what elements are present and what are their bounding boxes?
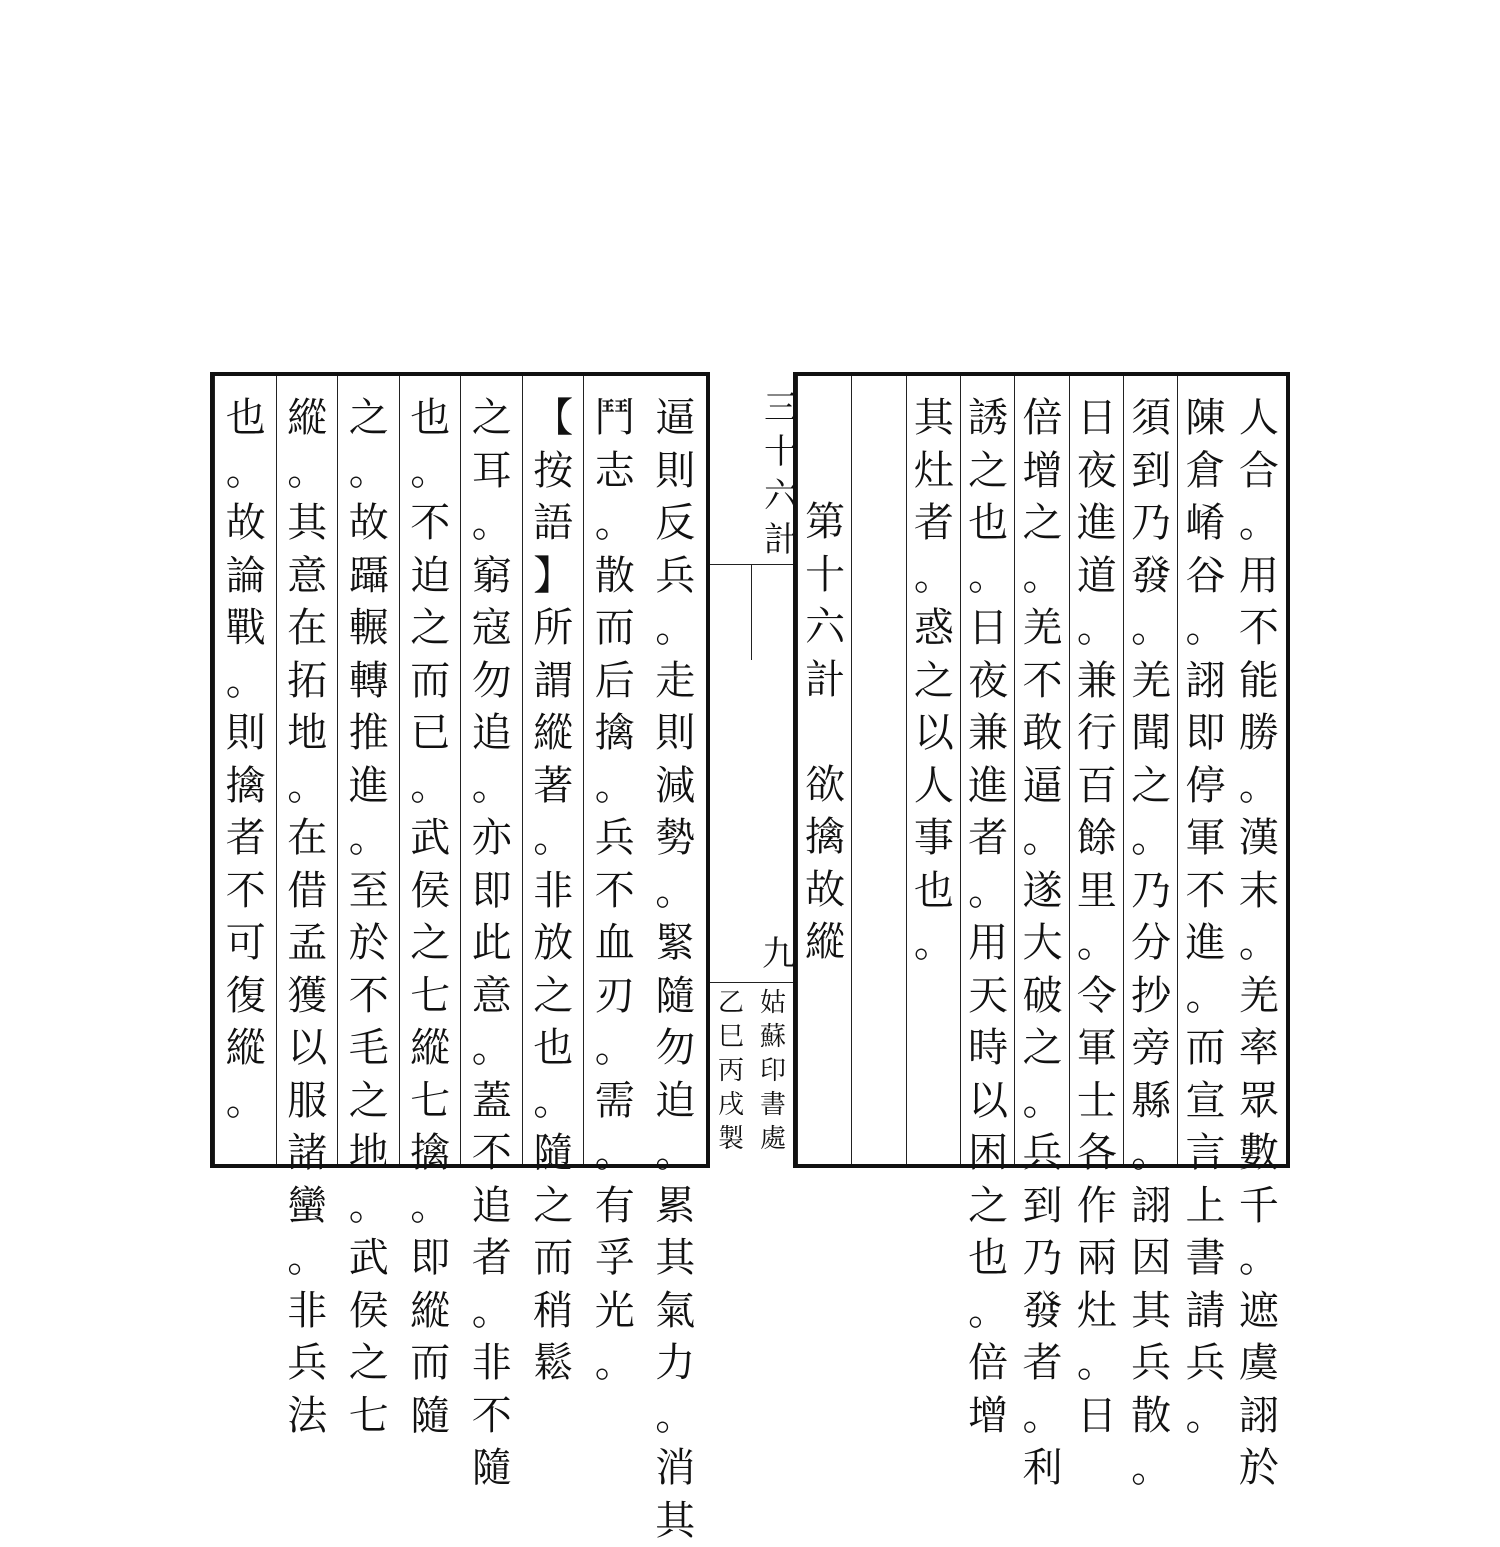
- right-page-column: [797, 376, 851, 1164]
- right-page-column: [851, 376, 905, 1164]
- left-page: [210, 372, 710, 1544]
- right-page-column-text: 須 到 乃 發 。 羌 聞 之 。 乃 分 抄 旁 縣 。 詡 因 其 兵 散 。: [1131, 395, 1172, 1491]
- right-page: [793, 372, 1290, 1491]
- left-page-column: [583, 376, 645, 1386]
- right-page-column: [1123, 376, 1177, 1491]
- left-page-column: [522, 376, 584, 1386]
- left-page-column-text: 也 。 故 論 戰 。 則 擒 者 不 可 復 縱 。: [225, 395, 266, 1124]
- left-page-column-text: 縱 。 其 意 在 拓 地 。 在 借 孟 獲 以 服 諸 蠻 。 非 兵 法: [287, 395, 328, 1439]
- right-page-column: [1177, 376, 1231, 1439]
- spine-divider: [751, 564, 752, 660]
- left-page-column: [214, 376, 276, 1164]
- spine-publisher: 姑 蘇 印 書 處: [759, 988, 786, 1154]
- left-page-column: [645, 376, 707, 1544]
- left-page-column-text: 鬥 志 。 散 而 后 擒 。 兵 不 血 刃 。 需 。 有 孚 光 。: [594, 395, 635, 1386]
- left-page-column: [276, 376, 338, 1439]
- right-page-column: [960, 376, 1014, 1439]
- left-page-column-text: 也 。 不 迫 之 而 已 。 武 侯 之 七 縱 七 擒 。 即 縱 而 隨: [410, 395, 451, 1439]
- left-page-column: [460, 376, 522, 1491]
- left-page-column: [399, 376, 461, 1439]
- right-page-column: [1069, 376, 1123, 1439]
- right-page-column-text: 人 合 。 用 不 能 勝 。 漢 末 。 羌 率 眾 數 千 。 遮 虞 詡 於: [1238, 395, 1279, 1491]
- left-page-column-text: 之 。 故 躡 輾 轉 推 進 。 至 於 不 毛 之 地 。 武 侯 之 七: [348, 395, 389, 1439]
- book-spine: [710, 372, 798, 1168]
- right-page-column: [1232, 376, 1286, 1491]
- left-page-column-text: 【 按 語 】 所 謂 縱 著 。 非 放 之 也 。 隨 之 而 稍 鬆: [533, 395, 574, 1386]
- spine-rule-bottom: [710, 982, 793, 983]
- left-page-column-text: 之 耳 。 窮 寇 勿 追 。 亦 即 此 意 。 蓋 不 追 者 。 非 不 隨: [471, 395, 512, 1491]
- right-page-column-text: 倍 增 之 。 羌 不 敢 逼 。 遂 大 破 之 。 兵 到 乃 發 者 。 利: [1022, 395, 1063, 1491]
- left-page-column-text: 逼 則 反 兵 。 走 則 減 勢 。 緊 隨 勿 迫 。 累 其 氣 力 。 消 其: [655, 395, 696, 1544]
- right-page-column-text: 日 夜 進 道 。 兼 行 百 餘 里 。 令 軍 士 各 作 兩 灶 。 日: [1076, 395, 1117, 1439]
- right-page-column-text: 誘 之 也 。 日 夜 兼 進 者 。 用 天 時 以 困 之 也 。 倍 增: [968, 395, 1009, 1439]
- right-page-column: [1014, 376, 1068, 1491]
- right-page-column: [906, 376, 960, 1164]
- spine-page-number: 九: [762, 934, 796, 974]
- right-page-column-text: 第 十 六 計 欲 擒 故 縱: [805, 499, 846, 965]
- spine-date: 乙 巳 丙 戌 製: [717, 988, 744, 1154]
- right-page-column-text: 陳 倉 崤 谷 。 詡 即 停 軍 不 進 。 而 宣 言 上 書 請 兵 。: [1185, 395, 1226, 1439]
- spine-book-title: 三 十 六 計: [764, 388, 798, 560]
- left-page-column: [337, 376, 399, 1439]
- right-page-column-text: 其 灶 者 。 惑 之 以 人 事 也 。: [913, 395, 954, 966]
